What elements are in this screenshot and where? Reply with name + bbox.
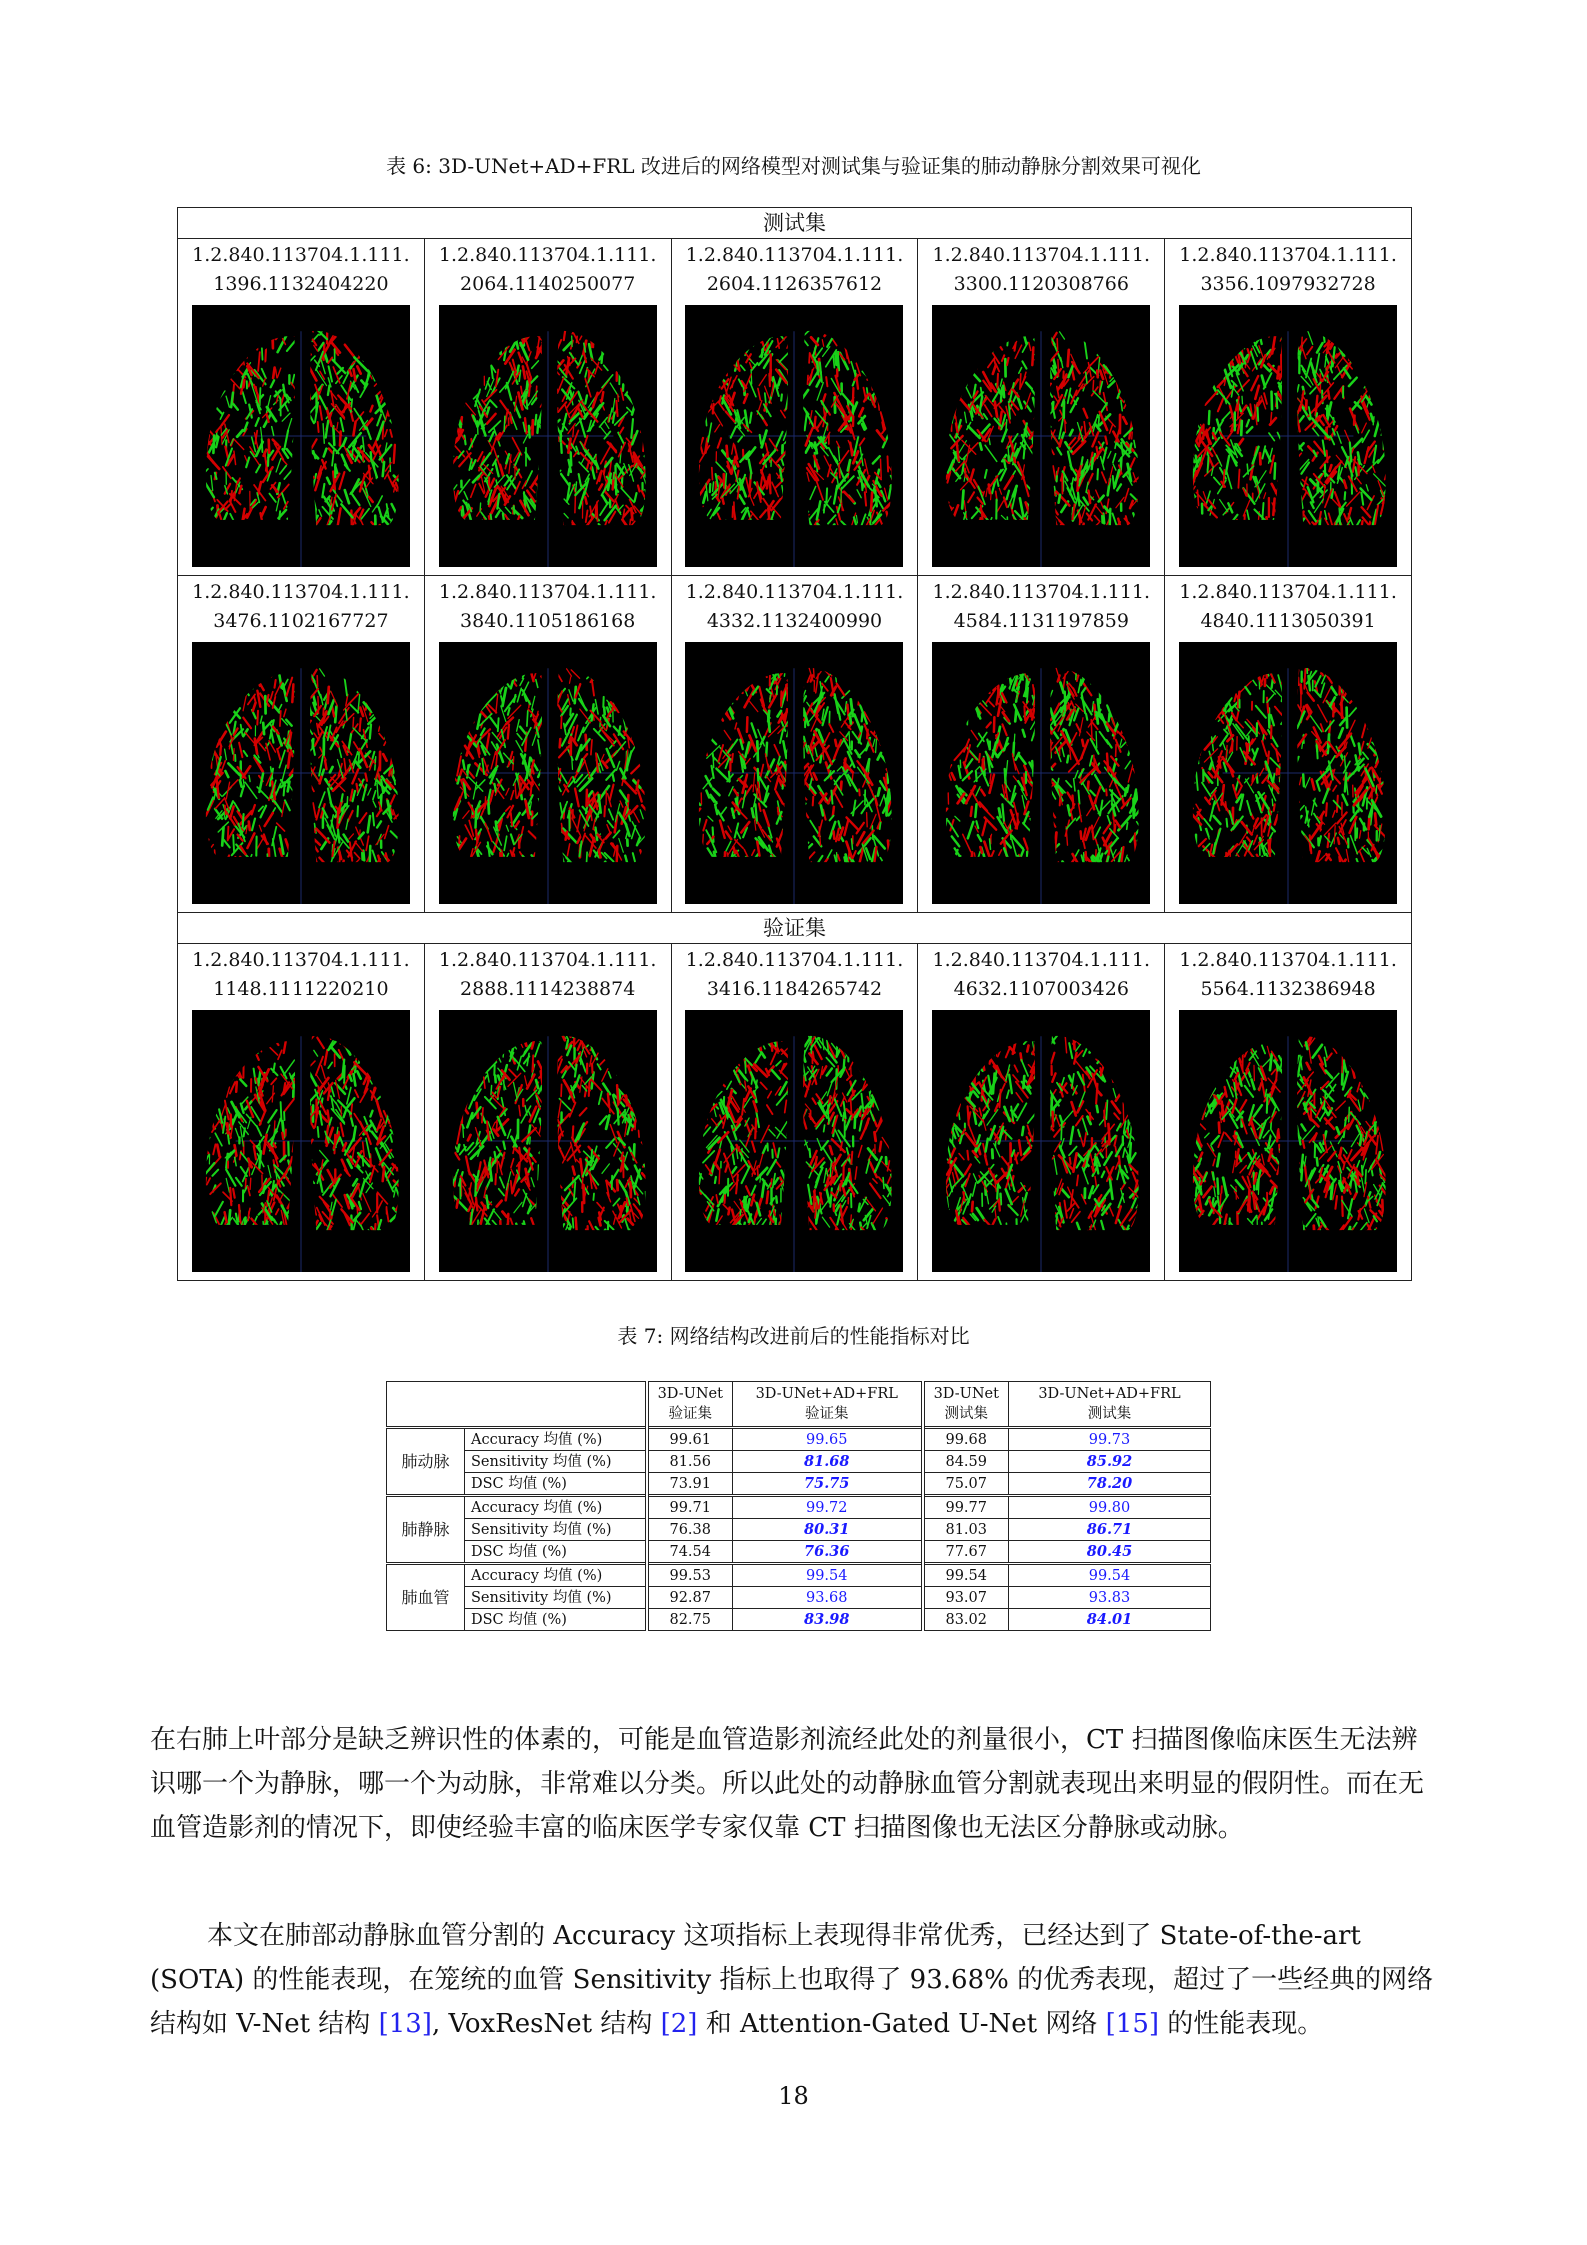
metric-value: 78.20: [1009, 1473, 1211, 1496]
page-number: 18: [778, 2082, 809, 2110]
case-id: 1.2.840.113704.1.111. 1396.1132404220: [192, 244, 410, 295]
citation-link[interactable]: [13]: [378, 2009, 432, 2039]
metric-value: 83.98: [733, 1609, 923, 1631]
right-lung-vessels: [1179, 316, 1294, 545]
lung-vessel-render: [439, 1010, 657, 1272]
metric-value: 76.38: [647, 1519, 733, 1541]
case-id: 1.2.840.113704.1.111. 3476.1102167727: [192, 581, 410, 632]
lung-vessel-render: [439, 642, 657, 904]
metric-value: 84.01: [1009, 1609, 1211, 1631]
metric-value: 99.71: [647, 1496, 733, 1519]
table7-caption: 表 7: 网络结构改进前后的性能指标对比: [617, 1324, 970, 1348]
left-lung-vessels: [537, 1017, 657, 1253]
right-lung-vessels: [439, 308, 557, 552]
metric-value: 80.45: [1009, 1541, 1211, 1564]
metric-value: 74.54: [647, 1541, 733, 1564]
citation-link[interactable]: [15]: [1105, 2009, 1160, 2039]
test-row-2: [178, 576, 1412, 913]
metrics-table: [386, 1381, 1211, 1631]
metric-value: 99.61: [647, 1428, 733, 1451]
metric-value: 83.02: [923, 1609, 1009, 1631]
left-lung-vessels: [788, 1021, 904, 1256]
left-lung-vessels: [1037, 651, 1150, 885]
metrics-header-row: [387, 1382, 1211, 1428]
table6-caption: 表 6: 3D-UNet+AD+FRL 改进后的网络模型对测试集与验证集的肺动静脉分割效果可视化: [386, 154, 1201, 178]
left-lung-vessels: [1031, 1016, 1150, 1259]
test-row-1: [178, 239, 1412, 576]
metric-label: DSC 均值 (%): [465, 1541, 647, 1564]
metric-value: 99.53: [647, 1564, 733, 1587]
left-lung-vessels: [1279, 1019, 1397, 1257]
metric-value: 81.68: [733, 1451, 923, 1473]
right-lung-vessels: [932, 315, 1049, 549]
case-id: 1.2.840.113704.1.111. 3356.1097932728: [1179, 244, 1397, 295]
col-header: 3D-UNet 验证集: [647, 1382, 733, 1428]
metric-label: Accuracy 均值 (%): [465, 1496, 647, 1519]
case-id: 1.2.840.113704.1.111. 5564.1132386948: [1179, 949, 1397, 1000]
right-lung-vessels: [932, 1017, 1048, 1255]
case-cell: [918, 576, 1165, 913]
metric-value: 99.72: [733, 1496, 923, 1519]
left-lung-vessels: [1034, 315, 1150, 550]
metric-value: 99.73: [1009, 1428, 1211, 1451]
paragraph-1: 在右肺上叶部分是缺乏辨识性的体素的，可能是血管造影剂流经此处的剂量很小，CT 扫描图像临床医生无法辨识哪一个为静脉，哪一个为动脉，非常难以分类。所以此处的动静脉血管分割就表现出来明显的假阴性。而在无血管造影剂的情况下，即使经验丰富的临床医学专家仅靠 CT 扫描图像也无法区分静脉或动脉。: [150, 1725, 1425, 1843]
paragraph-2: 本文在肺部动静脉血管分割的 Accuracy 这项指标上表现得非常优秀，已经达到了 State-of-the-art (SOTA) 的性能表现，在笼统的血管 Sensitivity 指标上也取得了 93.68% 的优秀表现，超过了一些经典的网络结构如 V-Net 结构 [13], VoxResNet 结构 [2] 和 Attention-Gated U-Net 网络 [15] 的性能表现。: [150, 1921, 1434, 2039]
metrics-row: [387, 1496, 1211, 1519]
case-id: 1.2.840.113704.1.111. 2064.1140250077: [438, 244, 657, 295]
lung-vessel-render: [932, 305, 1150, 567]
metric-value: 77.67: [923, 1541, 1009, 1564]
left-lung-vessels: [541, 646, 657, 879]
left-lung-vessels: [540, 315, 656, 554]
case-id: 1.2.840.113704.1.111. 1148.1111220210: [192, 949, 410, 1000]
case-cell: [178, 239, 425, 576]
case-id: 1.2.840.113704.1.111. 3840.1105186168: [438, 581, 657, 632]
metric-value: 84.59: [923, 1451, 1009, 1473]
right-lung-vessels: [685, 649, 800, 888]
metric-value: 99.54: [733, 1564, 923, 1587]
right-lung-vessels: [192, 652, 307, 888]
metric-value: 80.31: [733, 1519, 923, 1541]
col-header: 3D-UNet+AD+FRL 测试集: [1009, 1382, 1211, 1428]
lung-vessel-render: [685, 305, 903, 567]
empty-header-cell: [387, 1382, 647, 1428]
vessel-group-label: 肺动脉: [387, 1428, 465, 1496]
left-lung-vessels: [293, 1016, 410, 1255]
metric-label: Accuracy 均值 (%): [465, 1428, 647, 1451]
right-lung-vessels: [1179, 652, 1296, 887]
right-lung-vessels: [439, 652, 561, 887]
case-id: 1.2.840.113704.1.111. 2604.1126357612: [685, 244, 904, 295]
left-lung-vessels: [788, 651, 903, 885]
case-cell: [1165, 944, 1412, 1281]
metric-value: 99.80: [1009, 1496, 1211, 1519]
left-lung-vessels: [1282, 314, 1397, 549]
metrics-row: [387, 1428, 1211, 1451]
test-set-header: 测试集: [178, 208, 1412, 239]
left-lung-vessels: [293, 314, 410, 548]
metric-value: 76.36: [733, 1541, 923, 1564]
right-lung-vessels: [192, 1021, 309, 1256]
metric-value: 99.68: [923, 1428, 1009, 1451]
metrics-row: [387, 1609, 1211, 1631]
metric-value: 81.03: [923, 1519, 1009, 1541]
case-id: 1.2.840.113704.1.111. 3300.1120308766: [932, 244, 1151, 295]
metrics-row: [387, 1519, 1211, 1541]
metric-value: 75.75: [733, 1473, 923, 1496]
case-cell: [1165, 576, 1412, 913]
case-cell: [178, 944, 425, 1281]
case-id: 1.2.840.113704.1.111. 2888.1114238874: [438, 949, 657, 1000]
metric-value: 93.83: [1009, 1587, 1211, 1609]
metric-value: 99.54: [1009, 1564, 1211, 1587]
case-cell: [424, 576, 671, 913]
case-cell: [671, 576, 918, 913]
metrics-row: [387, 1564, 1211, 1587]
metrics-row: [387, 1587, 1211, 1609]
right-lung-vessels: [685, 1017, 798, 1254]
lung-vessel-render: [192, 305, 410, 567]
metric-value: 86.71: [1009, 1519, 1211, 1541]
lung-vessel-render: [1179, 305, 1397, 567]
right-lung-vessels: [192, 309, 310, 550]
left-lung-vessels: [786, 314, 904, 548]
lung-vessel-render: [439, 305, 657, 567]
case-cell: [918, 239, 1165, 576]
case-id: 1.2.840.113704.1.111. 4332.1132400990: [685, 581, 904, 632]
case-cell: [918, 944, 1165, 1281]
lung-vessel-render: [685, 1010, 903, 1272]
lung-vessel-render: [1179, 1010, 1397, 1272]
metric-value: 82.75: [647, 1609, 733, 1631]
lung-vessel-render: [685, 642, 903, 904]
right-lung-vessels: [685, 311, 803, 550]
case-id: 1.2.840.113704.1.111. 4840.1113050391: [1179, 581, 1397, 632]
metric-label: Sensitivity 均值 (%): [465, 1519, 647, 1541]
right-lung-vessels: [932, 651, 1047, 889]
case-id: 1.2.840.113704.1.111. 4632.1107003426: [932, 949, 1151, 1000]
case-id: 1.2.840.113704.1.111. 4584.1131197859: [932, 581, 1151, 632]
case-id: 1.2.840.113704.1.111. 3416.1184265742: [685, 949, 904, 1000]
right-lung-vessels: [439, 1014, 555, 1247]
metrics-row: [387, 1541, 1211, 1564]
metric-value: 99.54: [923, 1564, 1009, 1587]
metric-value: 81.56: [647, 1451, 733, 1473]
metric-label: Accuracy 均值 (%): [465, 1564, 647, 1587]
metric-label: Sensitivity 均值 (%): [465, 1451, 647, 1473]
case-cell: [1165, 239, 1412, 576]
lung-vessel-render: [192, 1010, 410, 1272]
val-set-header: 验证集: [178, 913, 1412, 944]
case-cell: [178, 576, 425, 913]
left-lung-vessels: [294, 652, 410, 887]
metric-label: DSC 均值 (%): [465, 1609, 647, 1631]
col-header: 3D-UNet+AD+FRL 验证集: [733, 1382, 923, 1428]
case-cell: [424, 944, 671, 1281]
case-cell: [671, 944, 918, 1281]
metric-value: 92.87: [647, 1587, 733, 1609]
metrics-row: [387, 1473, 1211, 1496]
citation-link[interactable]: [2]: [660, 2009, 698, 2039]
vessel-group-label: 肺静脉: [387, 1496, 465, 1564]
metric-value: 73.91: [647, 1473, 733, 1496]
metric-label: DSC 均值 (%): [465, 1473, 647, 1496]
right-lung-vessels: [1179, 1017, 1300, 1256]
metric-value: 93.07: [923, 1587, 1009, 1609]
metric-value: 99.65: [733, 1428, 923, 1451]
metric-label: Sensitivity 均值 (%): [465, 1587, 647, 1609]
val-row: [178, 944, 1412, 1281]
metric-value: 93.68: [733, 1587, 923, 1609]
case-cell: [671, 239, 918, 576]
case-cell: [424, 239, 671, 576]
metric-value: 75.07: [923, 1473, 1009, 1496]
lung-vessel-render: [192, 642, 410, 904]
visualization-table: [177, 207, 1412, 1281]
metric-value: 85.92: [1009, 1451, 1211, 1473]
lung-vessel-render: [932, 642, 1150, 904]
left-lung-vessels: [1283, 647, 1397, 884]
vessel-group-label: 肺血管: [387, 1564, 465, 1631]
metric-value: 99.77: [923, 1496, 1009, 1519]
col-header: 3D-UNet 测试集: [923, 1382, 1009, 1428]
lung-vessel-render: [932, 1010, 1150, 1272]
metrics-row: [387, 1451, 1211, 1473]
lung-vessel-render: [1179, 642, 1397, 904]
